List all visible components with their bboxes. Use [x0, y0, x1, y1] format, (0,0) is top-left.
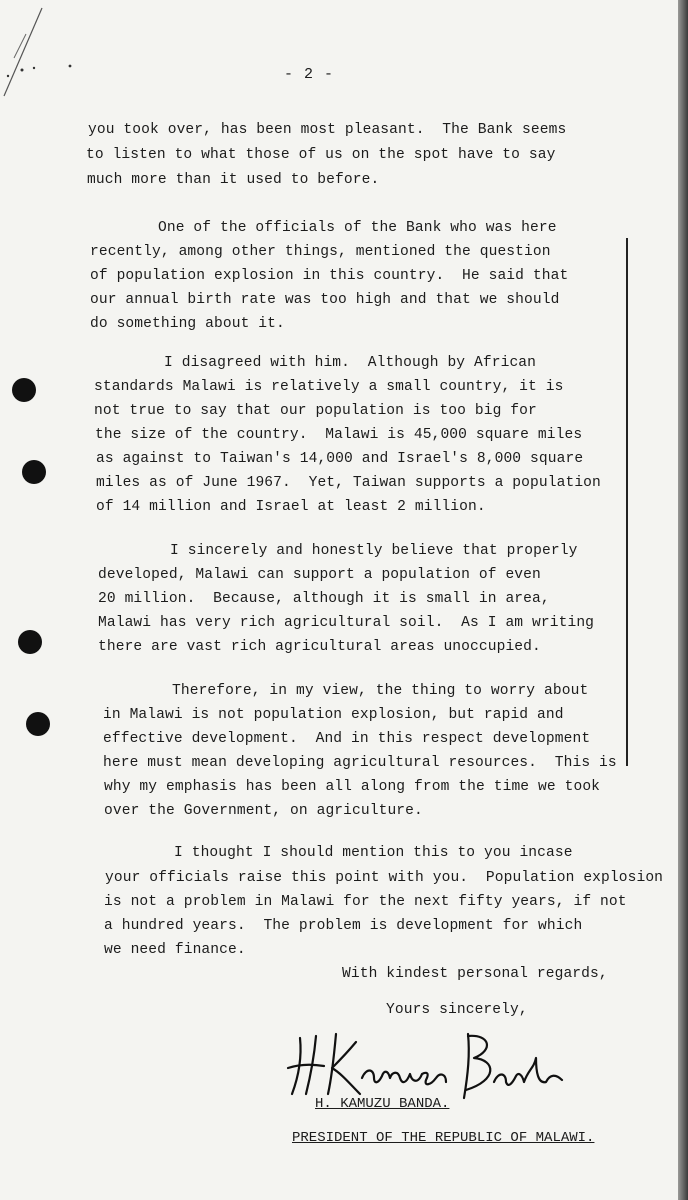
body-line: of population explosion in this country. He said that: [90, 268, 569, 284]
valediction: Yours sincerely,: [386, 1002, 528, 1018]
page-edge-shadow: [678, 0, 688, 1200]
body-line: miles as of June 1967. Yet, Taiwan supports a population: [96, 475, 601, 491]
body-line: our annual birth rate was too high and that we should: [90, 292, 560, 308]
body-line: we need finance.: [104, 942, 246, 958]
body-line: there are vast rich agricultural areas unoccupied.: [98, 639, 541, 655]
page-number: - 2 -: [283, 66, 334, 83]
body-line: I thought I should mention this to you incase: [174, 845, 573, 861]
body-line: in Malawi is not population explosion, but rapid and: [103, 707, 564, 723]
body-line: 20 million. Because, although it is small in area,: [98, 591, 550, 607]
body-line: why my emphasis has been all along from the time we took: [104, 779, 601, 795]
body-line: not true to say that our population is too big for: [94, 403, 537, 419]
body-line: developed, Malawi can support a population of even: [98, 567, 541, 583]
body-line: recently, among other things, mentioned the question: [90, 244, 551, 260]
body-line: over the Government, on agriculture.: [104, 803, 423, 819]
punch-hole: [22, 460, 46, 484]
body-line: Malawi has very rich agricultural soil. As I am writing: [98, 615, 595, 631]
body-line: to listen to what those of us on the spot have to say: [86, 147, 556, 163]
body-line: I sincerely and honestly believe that properly: [170, 543, 578, 559]
body-line: you took over, has been most pleasant. The Bank seems: [88, 122, 567, 138]
signatory-title: PRESIDENT OF THE REPUBLIC OF MALAWI.: [292, 1130, 595, 1146]
body-line: of 14 million and Israel at least 2 million.: [96, 499, 486, 515]
signatory-name: H. KAMUZU BANDA.: [315, 1096, 450, 1112]
body-line: the size of the country. Malawi is 45,000 square miles: [95, 427, 583, 443]
body-line: I disagreed with him. Although by African: [164, 355, 537, 371]
punch-hole: [12, 378, 36, 402]
punch-hole: [18, 630, 42, 654]
body-line: One of the officials of the Bank who was here: [158, 220, 557, 236]
punch-hole: [26, 712, 50, 736]
margin-vertical-line: [626, 238, 628, 766]
body-line: much more than it used to before.: [87, 172, 380, 188]
body-line: do something about it.: [90, 316, 285, 332]
body-line: effective development. And in this respect development: [103, 731, 591, 747]
body-line: here must mean developing agricultural resources. This is: [103, 755, 617, 771]
body-line: Therefore, in my view, the thing to worry about: [172, 683, 589, 699]
corner-scratch-marks: [0, 0, 80, 100]
closing-line: With kindest personal regards,: [342, 966, 608, 982]
body-line: as against to Taiwan's 14,000 and Israel's 8,000 square: [96, 451, 584, 467]
body-line: a hundred years. The problem is development for which: [104, 918, 583, 934]
body-line: standards Malawi is relatively a small country, it is: [94, 379, 564, 395]
body-line: your officials raise this point with you. Population explosion: [105, 870, 664, 886]
body-line: is not a problem in Malawi for the next fifty years, if not: [104, 894, 627, 910]
